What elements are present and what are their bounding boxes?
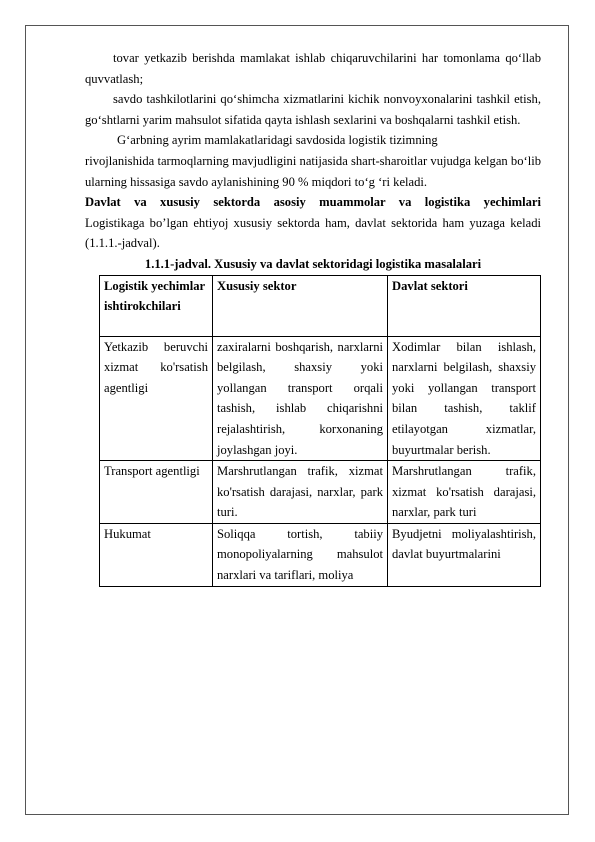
- header-public-sector: Davlat sektori: [388, 275, 541, 336]
- paragraph-2: savdo tashkilotlarini qo‘shimcha xizmatlarini kichik nonvoyxonalarini tashkil etish, go‘shtlarni yarim mahsulot sifatida qayta ishlash sexlarini va boshqalarni tashkil etish.: [85, 92, 541, 127]
- table-row: [100, 461, 541, 524]
- logistics-table: [99, 275, 541, 587]
- paragraph-3: rivojlanishida tarmoqlarning mavjudligini natijasida shart-sharoitlar vujudga kelgan bo‘lib ularning hissasiga savdo aylanishining 90 % miqdori to‘g ‘ri keladi.: [85, 153, 541, 189]
- header-private-sector: Xususiy sektor: [213, 275, 388, 336]
- table-cell: Soliqqa tortish, tabiiy monopoliyalarning mahsulot narxlari va tariflari, moliya: [213, 523, 388, 586]
- paragraph-1: tovar yetkazib berishda mamlakat ishlab chiqaruvchilarini har tomonlama qo‘llab quvvatlash;: [85, 51, 541, 86]
- table-cell: Yetkazib beruvchi xizmat ko'rsatish agentligi: [100, 336, 213, 461]
- document-body: [85, 48, 541, 587]
- table-row: [100, 336, 541, 461]
- table-cell: Xodimlar bilan ishlash, narxlarni belgilash, shaxsiy yoki yollangan transport bilan tashish, taklif etilayotgan xizmatlar, buyurtmalar berish.: [388, 336, 541, 461]
- table-header-row: [100, 275, 541, 336]
- paragraph-3-lead: G‘arbning ayrim mamlakatlaridagi savdosida logistik tizimning: [117, 133, 438, 148]
- table-cell: zaxiralarni boshqarish, narxlarni belgilash, shaxsiy yoki yollangan transport orqali tashish, ishlab chiqarishni rejalashtirish, korxonaning joylashgan joyi.: [213, 336, 388, 461]
- section-heading: Davlat va xususiy sektorda asosiy muammolar va logistika yechimlari: [85, 195, 541, 210]
- table-cell: Marshrutlangan trafik, xizmat ko'rsatish darajasi, narxlar, park turi.: [213, 461, 388, 524]
- table-row: [100, 523, 541, 586]
- paragraph-4: Logistikaga bo’lgan ehtiyoj xususiy sektorda ham, davlat sektorida ham yuzaga keladi (1.1.1.-jadval).: [85, 215, 541, 251]
- table-cell: Transport agentligi: [100, 461, 213, 524]
- header-participants: Logistik yechimlar ishtirokchilari: [100, 275, 213, 336]
- table-cell: Hukumat: [100, 523, 213, 586]
- table-cell: Marshrutlangan trafik, xizmat ko'rsatish darajasi, narxlar, park turi: [388, 461, 541, 524]
- table-caption: 1.1.1-jadval. Xususiy va davlat sektoridagi logistika masalalari: [144, 256, 482, 271]
- table-cell: Byudjetni moliyalashtirish, davlat buyurtmalarini: [388, 523, 541, 586]
